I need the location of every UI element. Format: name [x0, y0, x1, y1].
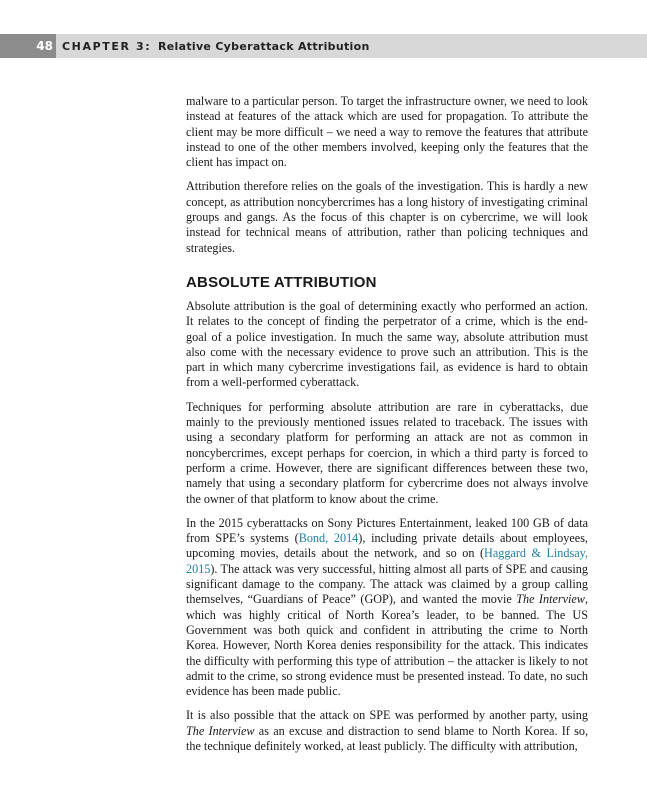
citation-link-haggard[interactable]: Haggard & Lindsay, 2015 — [186, 546, 588, 576]
movie-title: The Interview — [186, 723, 255, 738]
text-segment: ), including private details about employees, upcoming movies, details about the network, and so on ( — [186, 531, 588, 561]
paragraph-3: Absolute attribution is the goal of determining exactly who performed an action. It relates to the concept of finding the perpetrator of a crime, which is the end-goal of a police investigation. In much the same way, absolute attribution must also come with the necessary evidence to prove such an attribution. This is the part in which many cybercrime investigations fail, as evidence is hard to obtain from a well-performed cyberattack. — [186, 298, 588, 390]
text-segment: It is also possible that the attack on SPE was performed by another party, using — [186, 708, 588, 723]
paragraph-4: Techniques for performing absolute attribution are rare in cyberattacks, due mainly to the previously mentioned issues related to traceback. The issues with using a secondary platform for performing an attack are not as common in noncybercrimes, except perhaps for coercion, in which a third party is forced to perform a crime. However, there are significant differences between these two, namely that using a secondary platform for cybercrime does not always involve the owner of that platform to know about the crime. — [186, 399, 588, 506]
text-segment: , which was highly critical of North Korea’s leader, to be banned. The US Government was both quick and confident in attributing the crime to North Korea. However, North Korea denies responsibility for the attack. This indicates the difficulty with performing this type of attribution – the attacker is likely to not admit to the crime, so strong evidence must be presented instead. To date, no such evidence has been made public. — [186, 592, 588, 699]
paragraph-2: Attribution therefore relies on the goals of the investigation. This is hardly a new concept, as attribution noncybercrimes has a long history of investigating criminal groups and gangs. As the focus of this chapter is on cybercrime, we will look instead for technical means of attribution, rather than policing techniques and strategies. — [186, 179, 588, 255]
text-segment: In the 2015 cyberattacks on Sony Pictures Entertainment, leaked 100 GB of data from SPE’s systems ( — [186, 515, 588, 546]
text-segment: as an excuse and distraction to send blame to North Korea. If so, the technique definitely worked, at least publicly. The difficulty with attribution, — [186, 723, 588, 753]
movie-title: The Interview — [516, 592, 585, 607]
chapter-title: Relative Cyberattack Attribution — [158, 39, 370, 53]
paragraph-1: malware to a particular person. To target the infrastructure owner, we need to look instead at features of the attack which are used for propagation. To attribute the client may be more difficult – we need a way to remove the features that attribute instead to one of the other members involved, keeping only the features that the client has impact on. — [186, 94, 588, 170]
chapter-label: CHAPTER 3: — [62, 39, 152, 53]
page-number: 48 — [0, 34, 56, 58]
page-body — [186, 94, 588, 763]
paragraph-5 — [186, 516, 588, 700]
paragraph-6 — [186, 708, 588, 754]
citation-link-bond[interactable]: Bond, 2014 — [298, 531, 359, 546]
text-segment: ). The attack was very successful, hitting almost all parts of SPE and causing significant damage to the company. The attack was claimed by a group calling themselves, “Guardians of Peace” (GOP), and wanted the movie — [186, 561, 588, 607]
running-header — [0, 34, 647, 58]
section-heading: ABSOLUTE ATTRIBUTION — [186, 273, 377, 291]
